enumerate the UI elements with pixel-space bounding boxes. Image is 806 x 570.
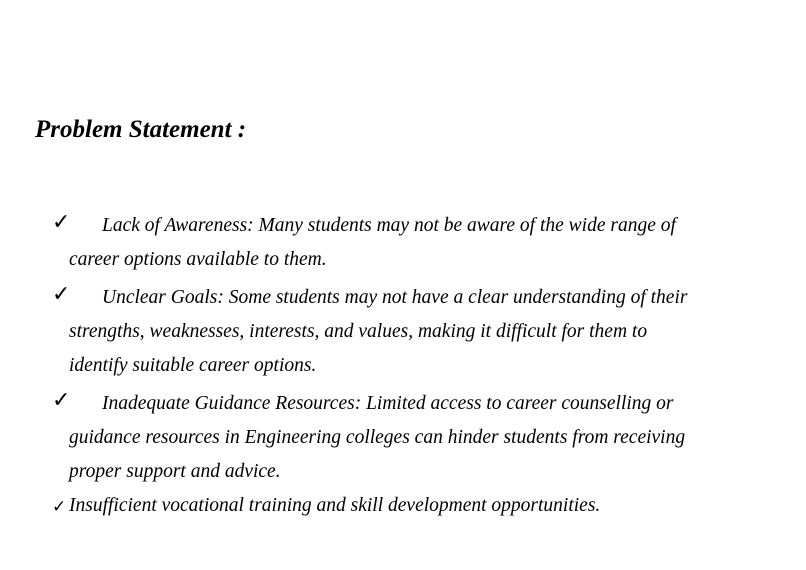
checkmark-icon: ✓ bbox=[52, 387, 71, 412]
checkmark-icon: ✓ bbox=[52, 209, 71, 234]
list-item-text-line: proper support and advice. bbox=[69, 461, 281, 482]
checkmark-icon: ✓ bbox=[52, 281, 71, 306]
list-item-text-line: identify suitable career options. bbox=[69, 355, 317, 376]
list-item-text-line: Lack of Awareness: Many students may not be aware of the wide range of bbox=[102, 215, 676, 236]
list-item-text-line: Insufficient vocational training and skill development opportunities. bbox=[69, 495, 601, 516]
list-item-text-line: strengths, weaknesses, interests, and values, making it difficult for them to bbox=[69, 321, 648, 342]
list-item-text-line: career options available to them. bbox=[69, 249, 327, 270]
list-item-text-line: Unclear Goals: Some students may not have a clear understanding of their bbox=[102, 287, 688, 308]
checkmark-icon: ✓ bbox=[52, 497, 67, 516]
list-item-text-line: guidance resources in Engineering colleges can hinder students from receiving bbox=[69, 427, 686, 448]
page-title: Problem Statement : bbox=[35, 116, 247, 143]
list-item-text-line: Inadequate Guidance Resources: Limited access to career counselling or bbox=[102, 393, 674, 414]
